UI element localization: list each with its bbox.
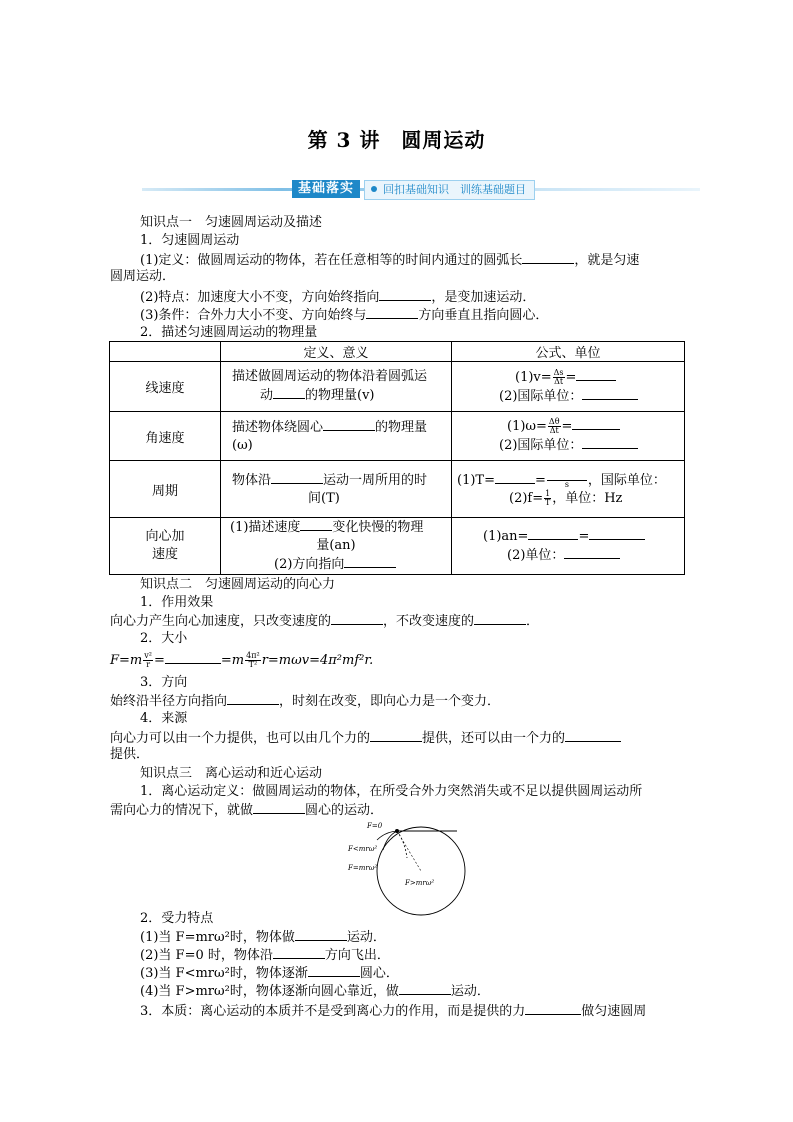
text: r=mωv=4π²mf²r. xyxy=(261,653,374,668)
fill-blank xyxy=(366,306,418,319)
cell-text: (1)v= xyxy=(515,369,552,385)
text: 需向心力的情况下，就做 xyxy=(110,803,254,818)
text: ，不改变速度的 xyxy=(383,614,475,629)
fill-blank xyxy=(564,546,620,559)
denominator: Δt xyxy=(549,426,559,435)
fill-blank xyxy=(525,1002,581,1015)
kp3-subheading-2: 2．受力特点 xyxy=(140,911,214,926)
text: 运动． xyxy=(450,984,490,999)
diagram-label: F=0 xyxy=(367,822,383,830)
table-row xyxy=(110,461,685,518)
kp1-heading: 知识点一 匀速圆周运动及描述 xyxy=(140,215,323,230)
fill-blank xyxy=(295,928,347,941)
fraction xyxy=(544,490,551,507)
cell-text: 速度 xyxy=(151,547,178,562)
text: 圆心的运动． xyxy=(305,803,384,818)
fill-blank xyxy=(273,386,305,399)
row-label: 周期 xyxy=(110,461,221,518)
text: (2)当 F=0 时，物体沿 xyxy=(140,948,273,963)
kp2-source-cont: 提供． xyxy=(110,747,150,762)
row-label: 线速度 xyxy=(110,362,221,412)
cell-text: ，单位：Hz xyxy=(552,490,623,506)
numerator: 4π² xyxy=(246,651,260,660)
cell-text: (1)an= xyxy=(483,529,529,544)
cell-text: = xyxy=(561,419,573,434)
cell-text: 动 xyxy=(260,388,274,403)
radius-line xyxy=(397,831,421,871)
numerator: v² xyxy=(144,651,152,660)
kp2-direction xyxy=(110,692,500,710)
quantity-table xyxy=(109,341,685,575)
kp3-definition-cont xyxy=(110,801,383,819)
kp1-condition xyxy=(140,306,548,324)
definition-cell xyxy=(221,362,452,412)
kp2-heading: 知识点二 匀速圆周运动的向心力 xyxy=(140,577,336,592)
diagram-label: F>mrω² xyxy=(405,879,435,887)
fraction xyxy=(245,652,261,669)
fill-blank xyxy=(576,368,616,381)
cell-text: 间(T) xyxy=(308,490,340,506)
kp1-definition-cont: 圆周运动． xyxy=(110,269,176,284)
text: (1)定义：做圆周运动的物体，若在任意相等的时间内通过的圆弧长 xyxy=(140,253,523,268)
cell-text: (ω) xyxy=(232,437,253,453)
fill-blank xyxy=(300,518,332,531)
numerator: Δs xyxy=(553,367,564,377)
text: (3)条件：合外力大小不变、方向始终与 xyxy=(140,308,367,323)
kp2-subheading-3: 3．方向 xyxy=(140,675,188,690)
cell-text: 运动一周所用的时 xyxy=(323,472,428,488)
banner-subtitle-text: 回扣基础知识 训练基础题目 xyxy=(383,183,526,196)
table-header-cell: 定义、意义 xyxy=(221,342,452,362)
text: 3．本质：离心运动的本质并不是受到离心力的作用，而是提供的力 xyxy=(140,1004,526,1019)
particle-dot xyxy=(395,829,399,833)
definition-cell xyxy=(221,461,452,518)
text: (2)特点：加速度大小不变，方向始终指向 xyxy=(140,290,380,305)
kp1-feature xyxy=(140,288,535,306)
text: (3)当 F<mrω²时，物体逐渐 xyxy=(140,966,308,981)
page-title: 第 3 讲 圆周运动 xyxy=(307,128,486,152)
text: = xyxy=(153,653,165,668)
denominator: s xyxy=(564,479,569,489)
fill-blank xyxy=(273,946,325,959)
fill-blank xyxy=(582,387,638,400)
kp2-effect xyxy=(110,612,539,630)
cell-text: 物体沿 xyxy=(232,472,272,488)
kp3-point-2 xyxy=(140,946,390,964)
row-label: 角速度 xyxy=(110,412,221,461)
numerator: Δθ xyxy=(548,417,560,426)
text: ，就是匀速 xyxy=(574,253,640,268)
fill-blank xyxy=(582,436,638,449)
cell-text: 量(an) xyxy=(316,538,356,553)
cell-text: 的物理量 xyxy=(375,419,428,435)
text: 始终沿半径方向指向 xyxy=(110,694,228,709)
kp3-point-4 xyxy=(140,982,490,1000)
table-row xyxy=(110,518,685,575)
fill-blank xyxy=(253,801,305,814)
cell-text: 变化快慢的物理 xyxy=(332,520,424,535)
text: 圆心． xyxy=(359,966,399,981)
text: 向心力产生向心加速度，只改变速度的 xyxy=(110,614,332,629)
text: 向心力可以由一个力提供，也可以由几个力的 xyxy=(110,731,371,746)
kp2-source xyxy=(110,729,621,747)
fill-blank xyxy=(565,729,621,742)
table-row xyxy=(110,362,685,412)
fill-blank xyxy=(495,471,535,484)
cell-text: ，国际单位： xyxy=(587,472,666,488)
centrifugal-motion-diagram xyxy=(345,818,473,918)
table-header-row xyxy=(110,342,685,362)
text: ，是变加速运动． xyxy=(431,290,536,305)
text: (4)当 F>mrω²时，物体逐渐向圆心靠近，做 xyxy=(140,984,399,999)
fill-blank xyxy=(399,982,451,995)
kp2-subheading-1: 1．作用效果 xyxy=(140,595,214,610)
fill-blank xyxy=(474,612,526,625)
fraction xyxy=(548,418,561,435)
numerator: 1 xyxy=(545,488,551,498)
text: 方向飞出． xyxy=(324,948,390,963)
cell-text: (2)国际单位： xyxy=(499,438,583,453)
text: 做匀速圆周 xyxy=(581,1004,647,1019)
kp2-subheading-4: 4．来源 xyxy=(140,711,188,726)
cell-text: = xyxy=(534,472,546,488)
cell-text: (2)单位： xyxy=(507,548,565,563)
fraction xyxy=(553,369,565,386)
kp1-subheading-2: 2．描述匀速圆周运动的物理量 xyxy=(140,325,318,340)
cell-text: 的物理量(v) xyxy=(305,388,375,403)
cell-text: = xyxy=(578,529,590,544)
fill-blank xyxy=(528,527,578,540)
text: 运动． xyxy=(346,930,386,945)
fraction xyxy=(143,652,153,669)
denominator: T² xyxy=(248,660,258,669)
kp2-formula xyxy=(110,650,373,672)
cell-text: 描述做圆周运动的物体沿着圆弧运 xyxy=(232,369,428,384)
diagram-label: F=mrω² xyxy=(348,864,378,872)
kp1-definition xyxy=(140,251,639,269)
fill-blank xyxy=(323,418,375,431)
fill-blank xyxy=(379,288,431,301)
fraction xyxy=(547,472,587,489)
kp3-heading: 知识点三 离心运动和近心运动 xyxy=(140,766,323,781)
cell-text: (2)f= xyxy=(509,490,544,506)
table-header-cell: 公式、单位 xyxy=(452,342,685,362)
fill-blank xyxy=(370,729,422,742)
definition-cell xyxy=(221,518,452,575)
cell-text: (1)ω= xyxy=(507,419,547,434)
section-banner xyxy=(142,176,700,202)
fill-blank xyxy=(589,527,645,540)
fill-blank xyxy=(344,555,396,568)
formula-cell xyxy=(452,412,685,461)
cell-text: (1)描述速度 xyxy=(230,520,301,535)
formula-cell xyxy=(452,362,685,412)
text: 提供，还可以由一个力的 xyxy=(422,731,566,746)
text: ． xyxy=(526,614,540,629)
cell-text: (1)T= xyxy=(457,472,495,488)
denominator: r xyxy=(146,660,151,669)
fill-blank xyxy=(227,692,279,705)
fill-blank xyxy=(271,471,323,484)
cell-text: 向心加 xyxy=(145,529,185,544)
kp1-subheading-1: 1．匀速圆周运动 xyxy=(140,233,240,248)
kp3-essence xyxy=(140,1002,646,1020)
kp2-subheading-2: 2．大小 xyxy=(140,631,188,646)
text: =m xyxy=(220,653,245,668)
denominator: T xyxy=(545,497,551,507)
fill-blank xyxy=(522,251,574,264)
cell-text: 描述物体绕圆心 xyxy=(232,419,324,435)
definition-cell xyxy=(221,412,452,461)
cell-text: (2)国际单位： xyxy=(499,388,583,404)
fill-blank xyxy=(572,417,620,430)
text: 方向垂直且指向圆心． xyxy=(418,308,549,323)
banner-label: 基础落实 xyxy=(292,180,360,198)
table-header-cell xyxy=(110,342,221,362)
kp3-point-1 xyxy=(140,928,386,946)
denominator: Δt xyxy=(554,376,564,386)
cell-text: = xyxy=(565,369,577,385)
fill-blank xyxy=(165,651,221,664)
formula-cell xyxy=(452,518,685,575)
diagram-label: F<mrω² xyxy=(348,845,378,853)
table-row xyxy=(110,412,685,461)
curve-path xyxy=(397,831,407,858)
bullet-icon xyxy=(371,186,377,192)
kp3-point-3 xyxy=(140,964,399,982)
text: F=m xyxy=(110,653,143,668)
fill-blank xyxy=(331,612,383,625)
formula-cell xyxy=(452,461,685,518)
banner-subtitle xyxy=(364,180,535,200)
cell-text: (2)方向指向 xyxy=(274,557,345,572)
kp3-definition: 1．离心运动定义：做圆周运动的物体，在所受合外力突然消失或不足以提供圆周运动所 xyxy=(140,784,643,799)
text: ，时刻在改变，即向心力是一个变力． xyxy=(279,694,501,709)
fill-blank xyxy=(308,964,360,977)
text: (1)当 F=mrω²时，物体做 xyxy=(140,930,295,945)
row-label xyxy=(110,518,221,575)
